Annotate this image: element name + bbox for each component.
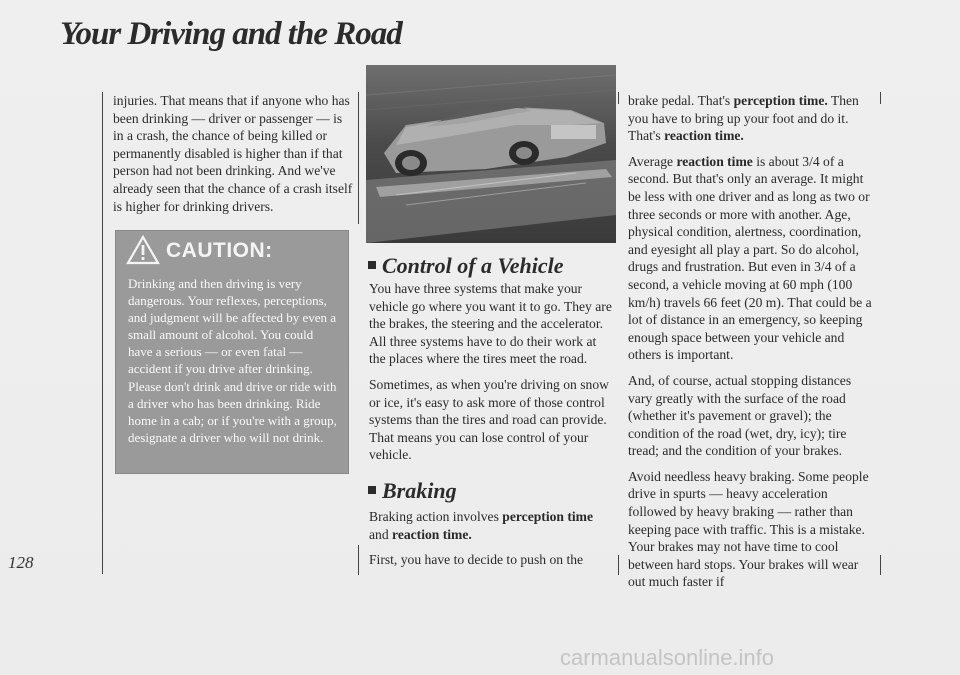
far-right-rule-bottom bbox=[880, 555, 881, 575]
far-right-rule-top bbox=[880, 92, 881, 104]
middle-column-section1 bbox=[369, 280, 615, 472]
caution-heading bbox=[126, 239, 273, 263]
left-column bbox=[113, 92, 353, 223]
right-paragraph-2: Average reaction time is about 3/4 of a second. But that's only an average. It might be less with one driver and as long as two or three seconds or more with another. Age, physical condition, alertness, coordination, and eyesight all play a part. So do alcohol, drugs and frustration. But even in 3/4 of a second, a vehicle moving at 60 mph (100 km/h) travels 66 feet (20 m). That could be a lot of distance in an emergency, so keeping enough space between your vehicle and others is important. bbox=[628, 153, 872, 363]
left-column-paragraph: injuries. That means that if anyone who has been drinking — driver or passenger — is in a crash, the chance of being killed or permanently disabled is higher than if that person had not been drinking. And we've already seen that the chance of a crash itself is higher for drinking drivers. bbox=[113, 93, 353, 214]
control-paragraph-1: You have three systems that make your vehicle go where you want it to go. They are the brakes, the steering and the accelerator. All three systems have to do their work at the places where the tires meet the road. bbox=[369, 281, 612, 367]
caution-heading-text: CAUTION: bbox=[166, 239, 273, 262]
left-margin-rule bbox=[102, 92, 103, 574]
section-heading-control: Control of a Vehicle bbox=[368, 253, 564, 279]
middle-column-rule bbox=[358, 545, 359, 575]
caution-body: Drinking and then driving is very dangerous. Your reflexes, perceptions, and judgment will be affected by even a small amount of alcohol. You could have a serious — or even fatal — accident if you drive after drinking. Please don't drink and drive or ride with a driver who has been drinking. Ride home in a cab; or if you're with a group, designate a driver who will not drink. bbox=[128, 276, 337, 445]
middle-column-section2 bbox=[369, 508, 615, 577]
page-number: 128 bbox=[8, 553, 34, 572]
watermark: carmanualsonline.info bbox=[560, 645, 775, 670]
section-heading-braking: Braking bbox=[368, 478, 457, 504]
braking-paragraph-1: Braking action involves perception time and reaction time. bbox=[369, 509, 594, 542]
car-on-lift-photo bbox=[366, 65, 616, 243]
section-bullet bbox=[368, 261, 376, 269]
left-column-rule bbox=[358, 92, 359, 224]
right-paragraph-1: brake pedal. That's perception time. Then you have to bring up your foot and do it. That's reaction time. bbox=[628, 93, 859, 144]
warning-triangle-icon bbox=[126, 235, 160, 271]
page-title: Your Driving and the Road bbox=[60, 16, 402, 52]
braking-paragraph-2: First, you have to decide to push on the bbox=[369, 552, 584, 568]
right-paragraph-4: Avoid needless heavy braking. Some people drive in spurts — heavy acceleration followed by heavy braking — rather than keeping pace with traffic. This is a mistake. Your brakes may not have time to cool between hard stops. Your brakes will wear out much faster if bbox=[628, 468, 869, 590]
right-column-rule-bottom bbox=[618, 555, 619, 575]
control-paragraph-2: Sometimes, as when you're driving on snow or ice, it's easy to ask more of those control systems than the tires and road can provide. That means you can lose control of your vehicle. bbox=[369, 376, 609, 463]
car-illustration bbox=[366, 65, 616, 243]
right-column bbox=[628, 92, 876, 599]
right-column-rule-top bbox=[618, 92, 619, 104]
section-bullet bbox=[368, 486, 376, 494]
right-paragraph-3: And, of course, actual stopping distances vary greatly with the surface of the road (whether it's pavement or gravel); the condition of the road (wet, dry, icy); tire tread; and the condition of your brakes. bbox=[628, 372, 852, 459]
caution-box bbox=[115, 230, 349, 474]
